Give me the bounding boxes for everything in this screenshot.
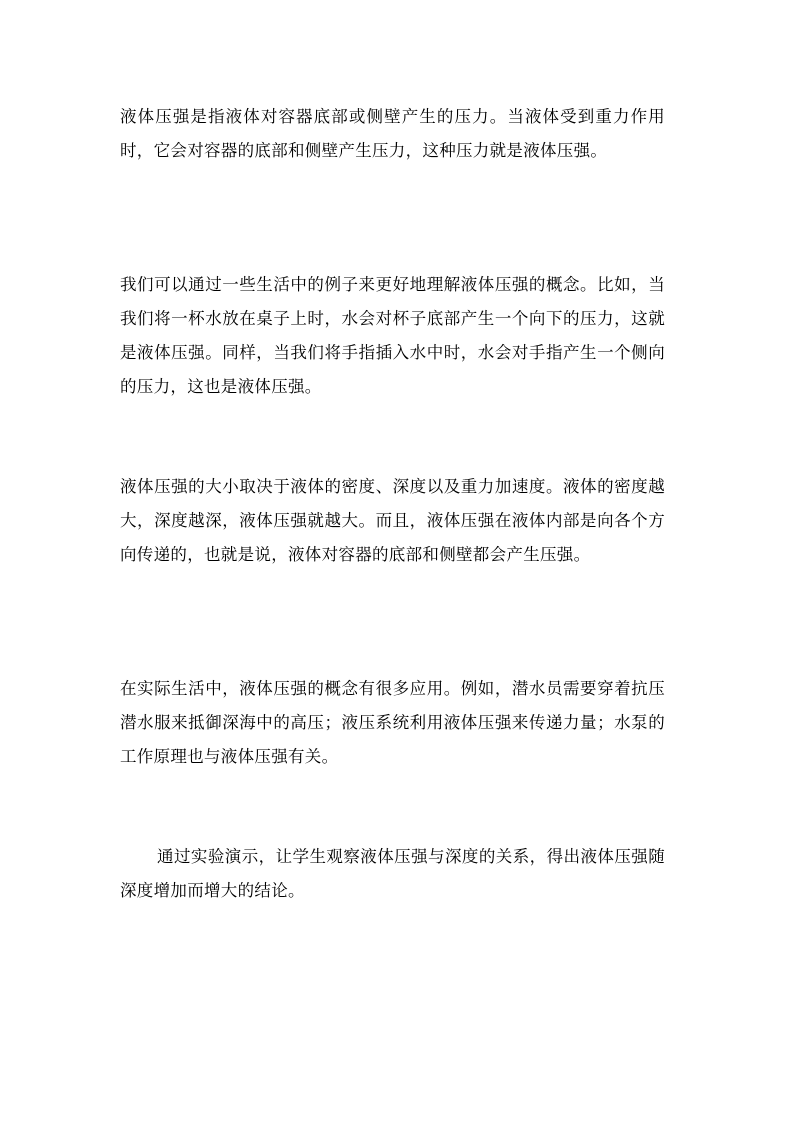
paragraph-experiment: 通过实验演示，让学生观察液体压强与深度的关系，得出液体压强随深度增加而增大的结论。: [120, 847, 665, 900]
paragraph-definition: 液体压强是指液体对容器底部或侧壁产生的压力。当液体受到重力作用时，它会对容器的底部和侧壁产生压力，这种压力就是液体压强。: [120, 107, 665, 160]
paragraph-applications: 在实际生活中，液体压强的概念有很多应用。例如，潜水员需要穿着抗压潜水服来抵御深海中的高压；液压系统利用液体压强来传递力量；水泵的工作原理也与液体压强有关。: [120, 679, 665, 766]
paragraph-examples: 我们可以通过一些生活中的例子来更好地理解液体压强的概念。比如，当我们将一杯水放在桌子上时，水会对杯子底部产生一个向下的压力，这就是液体压强。同样，当我们将手指插入水中时，水会对手指产生一个侧向的压力，这也是液体压强。: [120, 275, 665, 396]
paragraph-factors: 液体压强的大小取决于液体的密度、深度以及重力加速度。液体的密度越大，深度越深，液体压强就越大。而且，液体压强在液体内部是向各个方向传递的，也就是说，液体对容器的底部和侧壁都会产生压强。: [120, 477, 665, 564]
